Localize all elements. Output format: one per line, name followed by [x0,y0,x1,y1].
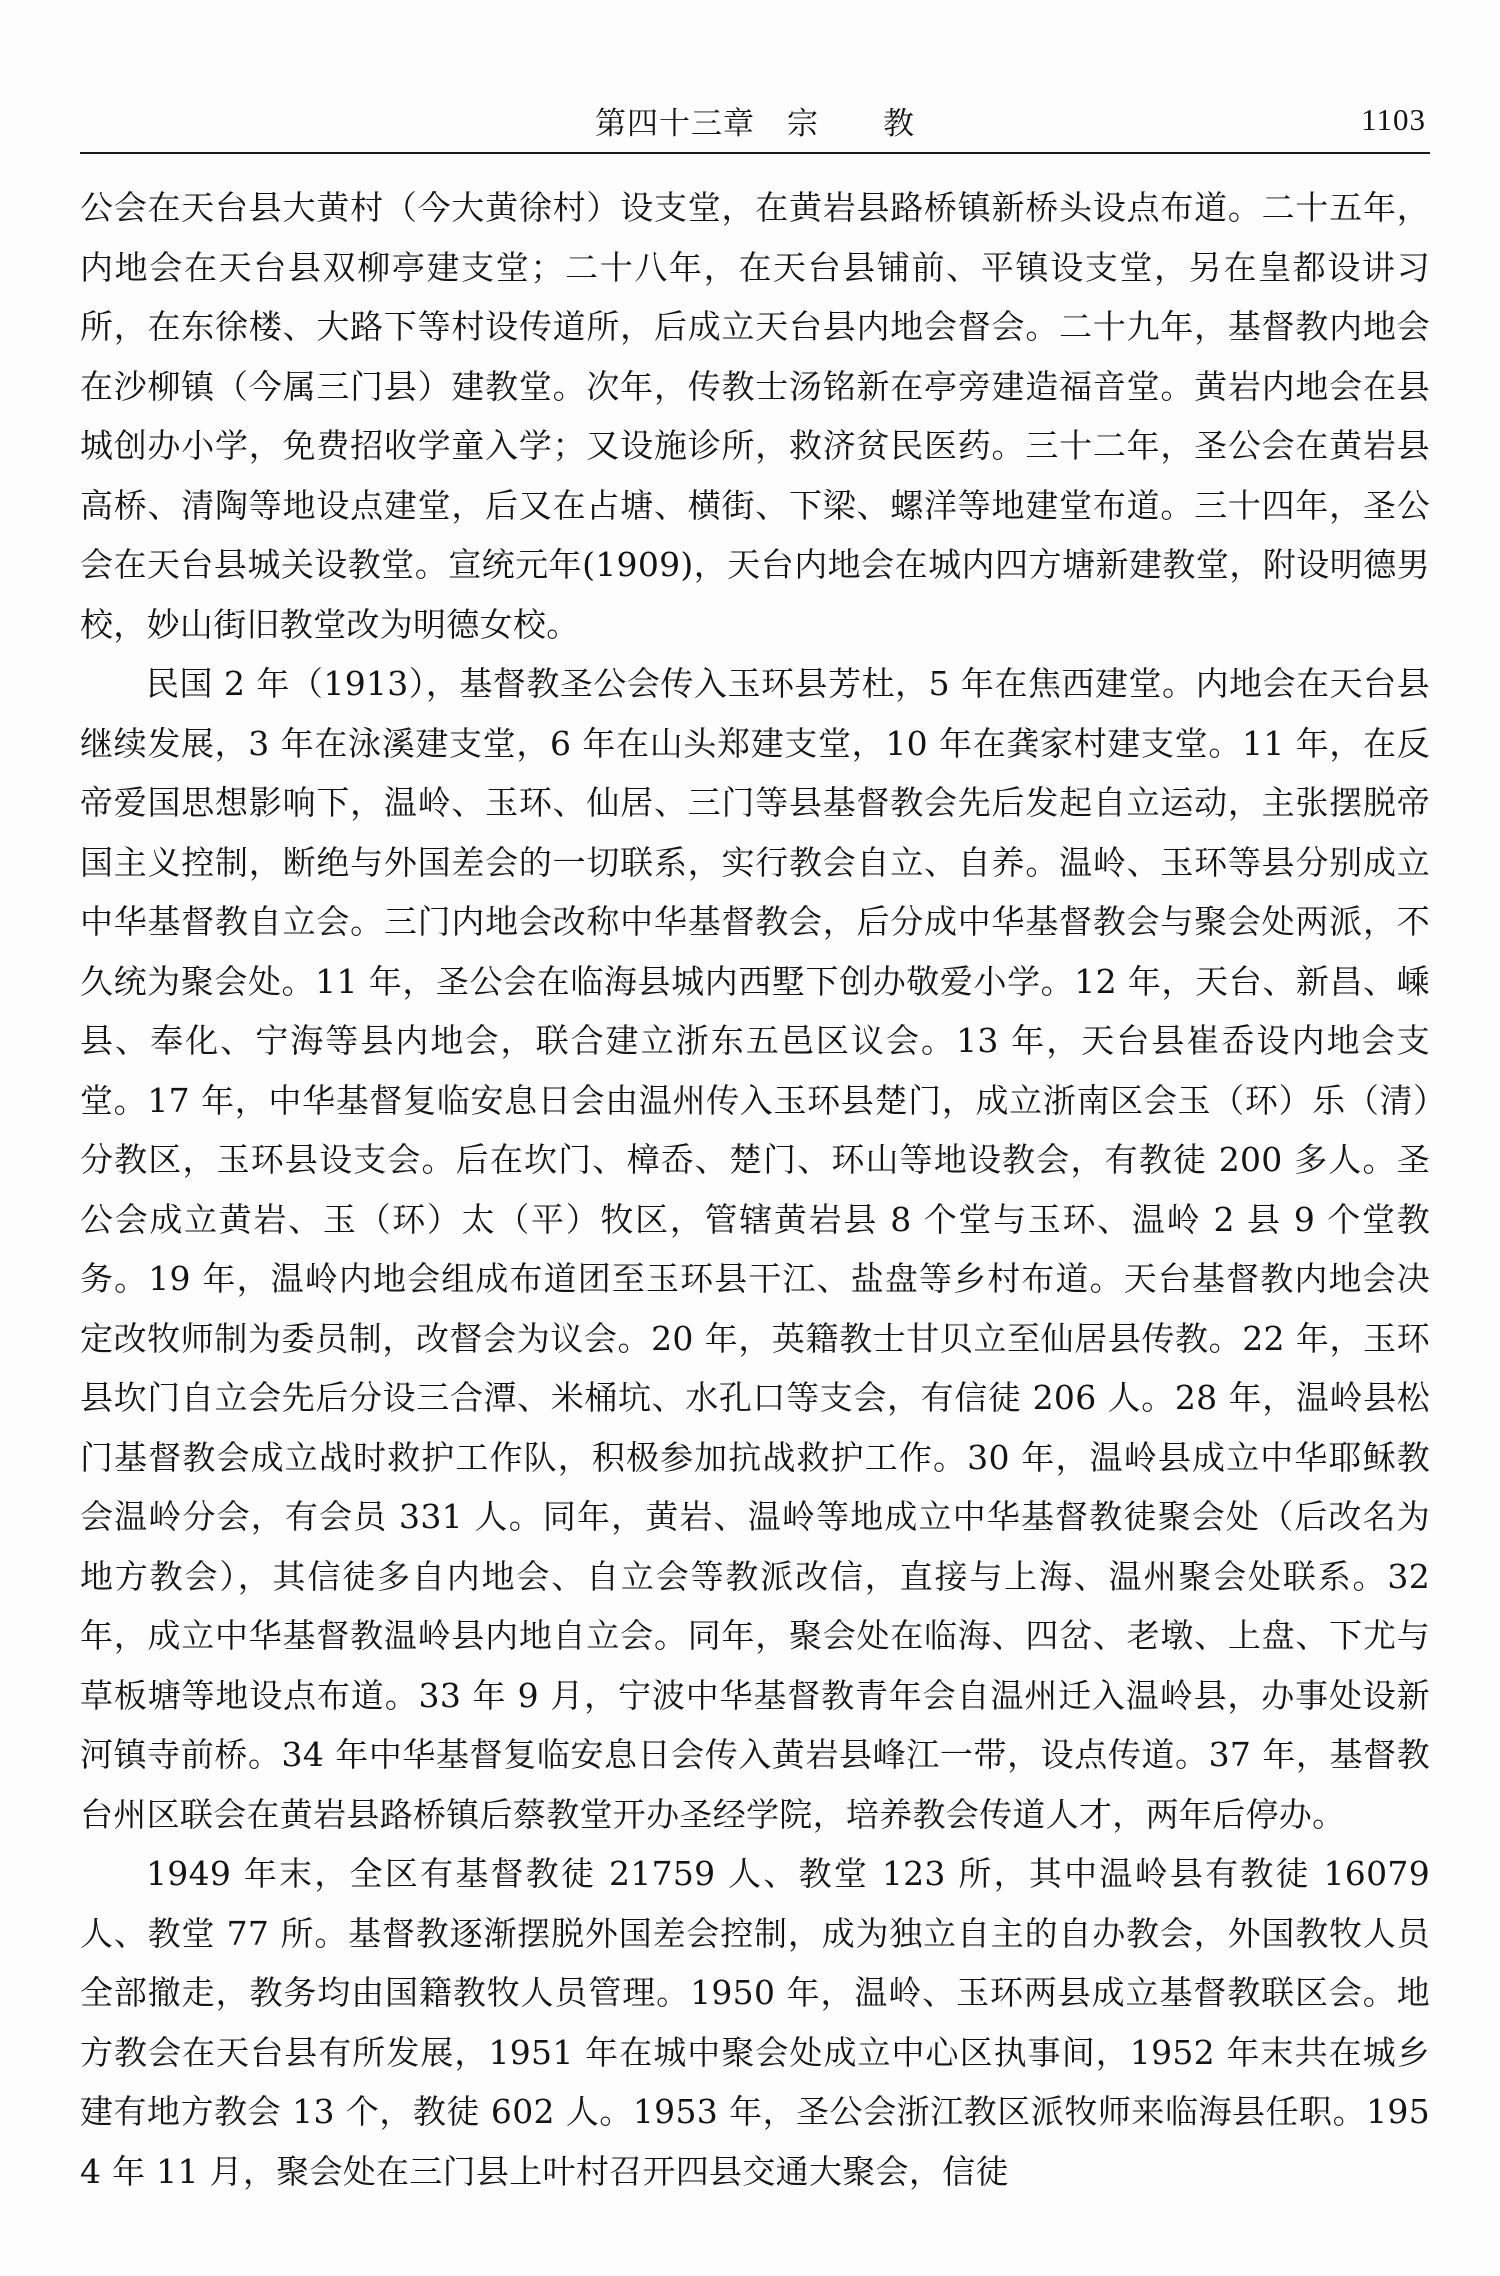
paragraph-minguo: 民国 2 年（1913），基督教圣公会传入玉环县芳杜，5 年在焦西建堂。内地会在天台县继续发展，3 年在泳溪建支堂，6 年在山头郑建支堂，10 年在龚家村建支堂。11 年，在反帝爱国思想影响下，温岭、玉环、仙居、三门等县基督教会先后发起自立运动，主张摆脱帝国主义控制，断绝与外国差会的一切联系，实行教会自立、自养。温岭、玉环等县分别成立中华基督教自立会。三门内地会改称中华基督教会，后分成中华基督教会与聚会处两派，不久统为聚会处。11 年，圣公会在临海县城内西墅下创办敬爱小学。12 年，天台、新昌、嵊县、奉化、宁海等县内地会，联合建立浙东五邑区议会。13 年，天台县崔岙设内地会支堂。17 年，中华基督复临安息日会由温州传入玉环县楚门，成立浙南区会玉（环）乐（清）分教区，玉环县设支会。后在坎门、樟岙、楚门、环山等地设教会，有教徒 200 多人。圣公会成立黄岩、玉（环）太（平）牧区，管辖黄岩县 8 个堂与玉环、温岭 2 县 9 个堂教务。19 年，温岭内地会组成布道团至玉环县干江、盐盘等乡村布道。天台基督教内地会决定改牧师制为委员制，改督会为议会。20 年，英籍教士甘贝立至仙居县传教。22 年，玉环县坎门自立会先后分设三合潭、米桶坑、水孔口等支会，有信徒 206 人。28 年，温岭县松门基督教会成立战时救护工作队，积极参加抗战救护工作。30 年，温岭县成立中华耶稣教会温岭分会，有会员 331 人。同年，黄岩、温岭等地成立中华基督教徒聚会处（后改名为地方教会），其信徒多自内地会、自立会等教派改信，直接与上海、温州聚会处联系。32 年，成立中华基督教温岭县内地自立会。同年，聚会处在临海、四岔、老墩、上盘、下尤与草板塘等地设点布道。33 年 9 月，宁波中华基督教青年会自温州迁入温岭县，办事处设新河镇寺前桥。34 年中华基督复临安息日会传入黄岩县峰江一带，设点传道。37 年，基督教台州区联会在黄岩县路桥镇后蔡教堂开办圣经学院，培养教会传道人才，两年后停办。 [80,664,1430,1834]
page-number: 1103 [1361,102,1426,137]
paragraph-1949: 1949 年末，全区有基督教徒 21759 人、教堂 123 所，其中温岭县有教徒 16079 人、教堂 77 所。基督教逐渐摆脱外国差会控制，成为独立自主的自办教会，外国教牧人员全部撤走，教务均由国籍教牧人员管理。1950 年，温岭、玉环两县成立基督教联区会。地方教会在天台县有所发展，1951 年在城中聚会处成立中心区执事间，1952 年末共在城乡建有地方教会 13 个，教徒 602 人。1953 年，圣公会浙江教区派牧师来临海县任职。1954 年 11 月，聚会处在三门县上叶村召开四县交通大聚会，信徒 [80,1854,1430,2191]
header-rule [80,152,1430,154]
running-head [80,92,1430,148]
body-text [80,178,1430,2201]
paragraph-continued: 公会在天台县大黄村（今大黄徐村）设支堂，在黄岩县路桥镇新桥头设点布道。二十五年，内地会在天台县双柳亭建支堂；二十八年，在天台县铺前、平镇设支堂，另在皇都设讲习所，在东徐楼、大路下等村设传道所，后成立天台县内地会督会。二十九年，基督教内地会在沙柳镇（今属三门县）建教堂。次年，传教士汤铭新在亭旁建造福音堂。黄岩内地会在县城创办小学，免费招收学童入学；又设施诊所，救济贫民医药。三十二年，圣公会在黄岩县高桥、清陶等地设点建堂，后又在占塘、横街、下梁、螺洋等地建堂布道。三十四年，圣公会在天台县城关设教堂。宣统元年(1909)，天台内地会在城内四方塘新建教堂，附设明德男校，妙山街旧教堂改为明德女校。 [80,188,1430,644]
chapter-title: 第四十三章 宗 教 [595,106,915,142]
